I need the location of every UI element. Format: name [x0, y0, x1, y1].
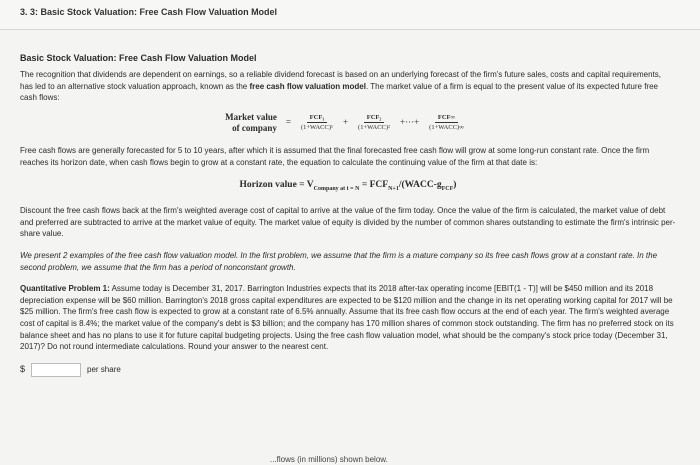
intro-paragraph: The recognition that dividends are dependent on earnings, so a reliable dividend forecast is based on an underlying forecast of the firm's future sales, costs and capital requirements, has led to an alternative stock valuation approach, known as the free cash flow valuation model. The market value of a firm is equal to the present value of its expected future free cash flows: [20, 70, 662, 103]
market-value-equation: Market value of company = $\frac{\text{FCF₁}}{\text{(1+WACC)¹}}$ + $\frac{\text{FCF₂}}{\text{(1+WACC)²}}$ +···+ $\frac{\text{FCF∞}}{\text{(1+WACC)∞}}$ [20, 112, 676, 134]
section-title: Basic Stock Valuation: Free Cash Flow Valuation Model [20, 53, 257, 63]
forecast-paragraph: Free cash flows are generally forecasted for 5 to 10 years, after which it is assumed that the final forecasted free cash flow will grow at some long-run constant rate. Once the firm reaches its horizon date, when cash flows begin to grow at a constant rate, the equation to calculate the continuing value of the firm at that date is: [20, 146, 650, 168]
fraction-term-2: $\frac{\text{FCF₂}}{\text{(1+WACC)²}}$ [358, 113, 391, 132]
question-content [0, 52, 700, 377]
fcf-model-term: free cash flow valuation model [249, 81, 366, 91]
examples-note: We present 2 examples of the free cash flow valuation model. In the first problem, we assume that the firm is a mature company so its free cash flows grow at a constant rate. In the second problem, we assume that the firm has a period of nonconstant growth. [20, 250, 658, 272]
cutoff-text: ...flows (in millions) shown below. [270, 455, 388, 464]
problem-label: Quantitative Problem 1: [20, 284, 110, 294]
equation-lhs: Market value of company [225, 111, 277, 133]
question-title: 3. 3: Basic Stock Valuation: Free Cash Flow Valuation Model [20, 7, 278, 17]
horizon-value-equation: Horizon value = $V_{Company at t = N}$ = $FCF_{N+1}/(WACC-g_{FCF})$ [239, 179, 457, 192]
currency-symbol: $ [20, 364, 26, 375]
fraction-term-infinity: $\frac{\text{FCF∞}}{\text{(1+WACC)∞}}$ [429, 113, 464, 132]
problem-text: Assume today is December 31, 2017. Barrington Industries expects that its 2018 after-tax operating income [EBIT(1 - T)] will be $450 million and its 2018 depreciation expense will be $60 million. Barrington's 2018 gross capital expenditures are expected to be $120 million and the change in its net operating working capital for 2017 will be $25 million. The firm's free cash flow is expected to grow at a constant rate of 6.5% annually. Assume that its free cash flow occurs at the end of each year. The firm's weighted average cost of capital is 8.4%; the market value of the company's debt is $3 billion; and the company has 170 million shares of common stock outstanding. The firm has no preferred stock on its balance sheet and has no plans to use it for future capital budgeting projects. Using the free cash flow valuation model, what should be the company's stock price today (December 31, 2017)? Do not round intermediate calculations. Round your answer to the nearest cent. [20, 284, 674, 352]
discount-paragraph: Discount the free cash flows back at the firm's weighted average cost of capital to arrive at the value of the firm today. Once the value of the firm is calculated, the market value of debt and preferred are subtracted to arrive at the market value of equity. The market value of equity is divided by the number of common shares outstanding to estimate the firm's intrinsic per-share value. [20, 206, 676, 239]
answer-row [20, 363, 676, 377]
answer-unit: per share [87, 364, 121, 374]
stock-price-input[interactable] [31, 363, 81, 377]
question-header [0, 0, 700, 30]
quantitative-problem-1 [20, 283, 676, 353]
fraction-term-1: $\frac{\text{FCF₁}}{\text{(1+WACC)¹}}$ [300, 113, 333, 132]
